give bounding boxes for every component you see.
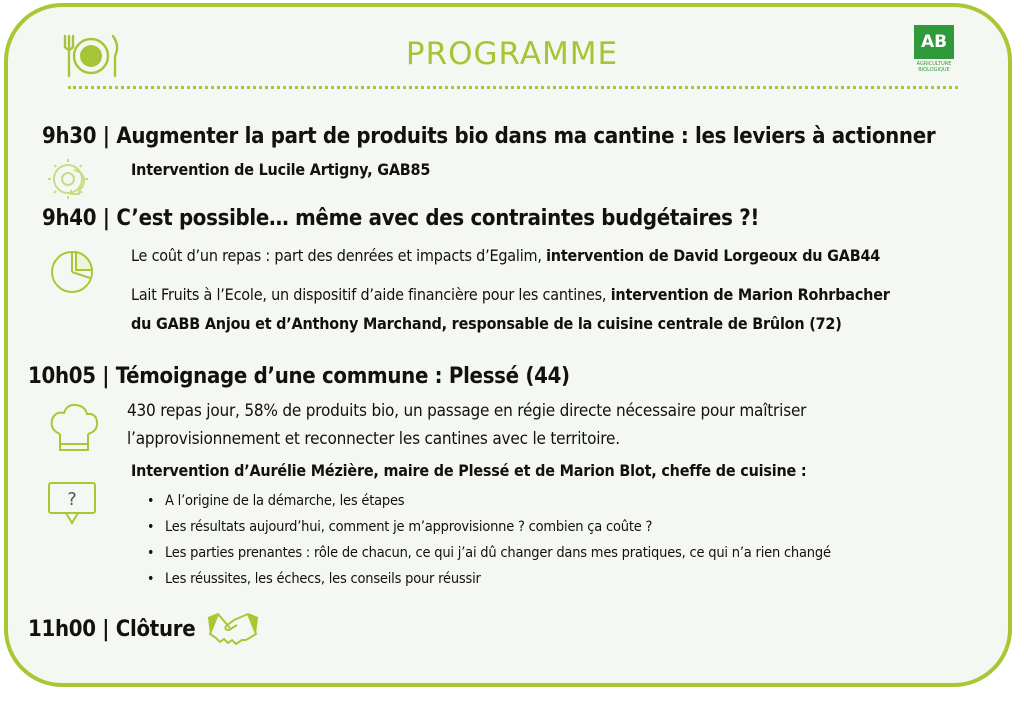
pie-chart-icon	[48, 248, 96, 296]
session-4-heading: 11h00 | Clôture	[28, 617, 196, 642]
session-4-title: Clôture	[115, 617, 196, 642]
session-3-heading: 10h05 | Témoignage d’une commune : Plessé (44)	[28, 364, 570, 389]
session-1-speaker: Intervention de Lucile Artigny, GAB85	[131, 160, 431, 179]
session-1-title: Augmenter la part de produits bio dans ma cantine : les leviers à actionner	[116, 124, 936, 149]
session-1-time: 9h30	[42, 124, 97, 149]
session-2-item-2-speaker: intervention de Marion Rohrbacher	[610, 285, 890, 304]
ab-logo-mark: AB	[914, 25, 954, 59]
session-3-time: 10h05	[28, 364, 96, 389]
session-4-time: 11h00	[28, 617, 96, 642]
list-item: • A l’origine de la démarche, les étapes	[145, 488, 831, 514]
session-1-heading: 9h30 | Augmenter la part de produits bio dans ma cantine : les leviers à actionner	[42, 124, 936, 149]
question-mark: ?	[67, 489, 77, 510]
session-3-title: Témoignage d’une commune : Plessé (44)	[115, 364, 570, 389]
list-item: • Les réussites, les échecs, les conseils pour réussir	[145, 566, 831, 592]
session-2-item-1-speaker: intervention de David Lorgeoux du GAB44	[546, 246, 881, 265]
session-2-item-2-line2: du GABB Anjou et d’Anthony Marchand, responsable de la cuisine centrale de Brûlon (72)	[131, 314, 842, 333]
session-2-item-2	[131, 285, 890, 304]
session-3-bullet-list	[145, 488, 831, 592]
session-3-description-line1: 430 repas jour, 58% de produits bio, un passage en régie directe nécessaire pour maîtriser	[127, 401, 807, 421]
handshake-icon	[206, 606, 260, 652]
session-2-heading: 9h40 | C’est possible… même avec des contraintes budgétaires ?!	[42, 206, 760, 231]
gear-lightbulb-icon	[46, 156, 96, 202]
chef-hat-icon	[48, 400, 100, 460]
title-divider	[68, 86, 958, 89]
session-2-item-2-text: Lait Fruits à l’Ecole, un dispositif d’aide financière pour les cantines,	[131, 285, 611, 304]
list-item: • Les résultats aujourd’hui, comment je m’approvisionne ? combien ça coûte ?	[145, 514, 831, 540]
session-2-title: C’est possible… même avec des contraintes budgétaires ?!	[116, 206, 760, 231]
ab-logo	[910, 25, 958, 75]
question-bubble-icon	[46, 480, 98, 528]
list-item: • Les parties prenantes : rôle de chacun, ce qui j’ai dû changer dans mes pratiques, ce qui n’a rien changé	[145, 540, 831, 566]
session-3-speakers: Intervention d’Aurélie Mézière, maire de Plessé et de Marion Blot, cheffe de cuisine :	[131, 461, 807, 480]
session-3-description-line2: l’approvisionnement et reconnecter les cantines avec le territoire.	[127, 429, 620, 449]
session-2-time: 9h40	[42, 206, 97, 231]
session-2-item-1	[131, 246, 880, 265]
ab-logo-caption: AGRICULTURE BIOLOGIQUE	[916, 61, 952, 73]
session-2-item-1-text: Le coût d’un repas : part des denrées et impacts d’Egalim,	[131, 246, 547, 265]
page-title: PROGRAMME	[405, 36, 619, 72]
